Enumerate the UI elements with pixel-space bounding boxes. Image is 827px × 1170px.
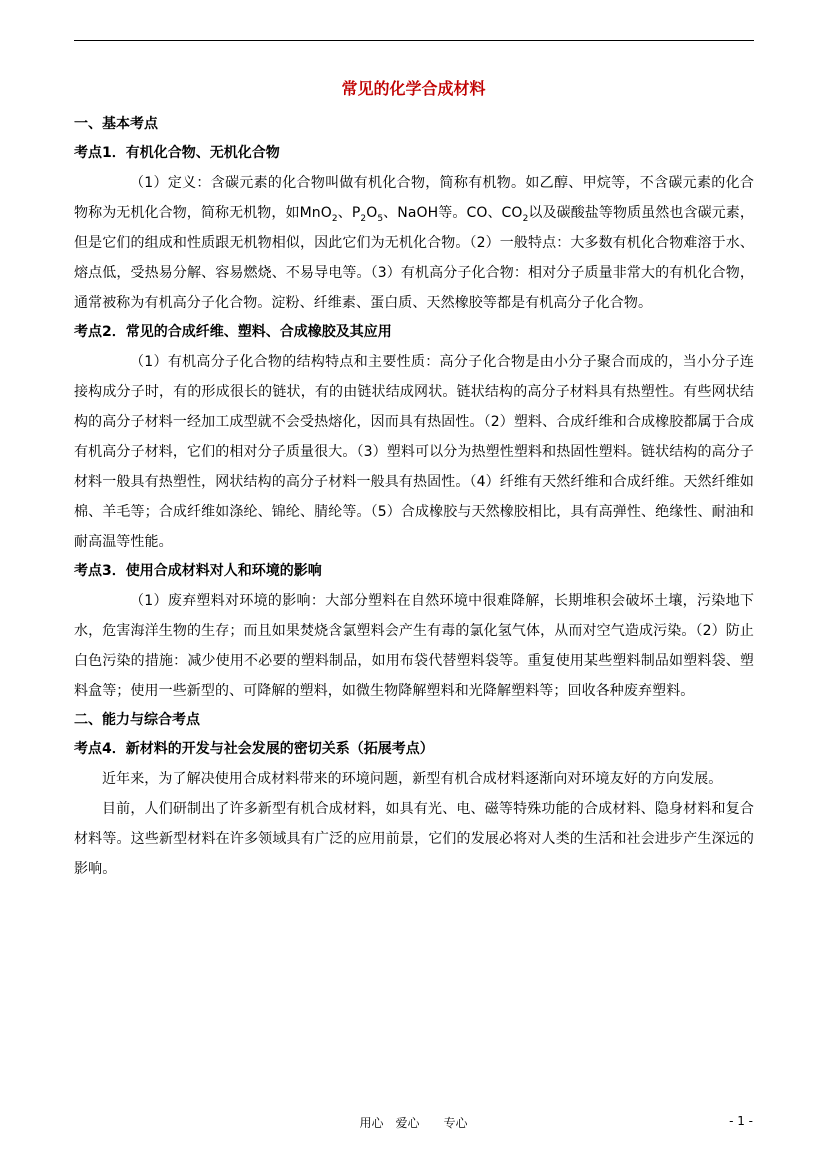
document-body	[74, 110, 754, 884]
footer-motto: 用心 爱心 专心	[359, 1116, 468, 1130]
paragraph: 近年来，为了解决使用合成材料带来的环境问题，新型有机合成材料逐渐向对环境友好的方向发展。	[102, 771, 723, 787]
section-heading: 二、能力与综合考点	[74, 712, 200, 728]
paragraph: （1）废弃塑料对环境的影响：大部分塑料在自然环境中很难降解，长期堆积会破坏土壤，污染地下水，危害海洋生物的生存；而且如果焚烧含氯塑料会产生有毒的氯化氢气体，从而对空气造成污染。（2）防止白色污染的措施：减少使用不必要的塑料制品，如用布袋代替塑料袋等。重复使用某些塑料制品如塑料袋、塑料盒等；使用一些新型的、可降解的塑料，如微生物降解塑料和光降解塑料等；回收各种废弃塑料。	[74, 593, 754, 699]
section-heading: 考点3．使用合成材料对人和环境的影响	[74, 563, 322, 579]
section-heading: 考点2．常见的合成纤维、塑料、合成橡胶及其应用	[74, 324, 392, 340]
paragraph: 目前，人们研制出了许多新型有机合成材料，如具有光、电、磁等特殊功能的合成材料、隐身材料和复合材料等。这些新型材料在许多领域具有广泛的应用前景，它们的发展必将对人类的生活和社会进步产生深远的影响。	[74, 801, 754, 877]
section-heading: 考点1．有机化合物、无机化合物	[74, 145, 280, 161]
section-heading: 考点4．新材料的开发与社会发展的密切关系（拓展考点）	[74, 741, 434, 757]
header-rule	[74, 40, 754, 41]
section-heading: 一、基本考点	[74, 116, 158, 132]
document-title: 常见的化学合成材料	[341, 79, 486, 98]
paragraph: （1）有机高分子化合物的结构特点和主要性质：高分子化合物是由小分子聚合而成的，当小分子连接构成分子时，有的形成很长的链状，有的由链状结成网状。链状结构的高分子材料具有热塑性。有些网状结构的高分子材料一经加工成型就不会受热熔化，因而具有热固性。（2）塑料、合成纤维和合成橡胶都属于合成有机高分子材料，它们的相对分子质量很大。（3）塑料可以分为热塑性塑料和热固性塑料。链状结构的高分子材料一般具有热塑性，网状结构的高分子材料一般具有热固性。（4）纤维有天然纤维和合成纤维。天然纤维如棉、羊毛等；合成纤维如涤纶、锦纶、腈纶等。（5）合成橡胶与天然橡胶相比，具有高弹性、绝缘性、耐油和耐高温等性能。	[74, 354, 754, 550]
page-number: - 1 -	[729, 1114, 753, 1128]
paragraph: （1）定义：含碳元素的化合物叫做有机化合物，简称有机物。如乙醇、甲烷等，不含碳元素的化合物称为无机化合物，简称无机物，如MnO$_2$、$P_2O_5$、NaOH等。CO、$CO_2$以及碳酸盐等物质虽然也含碳元素，但是它们的组成和性质跟无机物相似，因此它们为无机化合物。（2）一般特点：大多数有机化合物难溶于水、熔点低，受热易分解、容易燃烧、不易导电等。（3）有机高分子化合物：相对分子质量非常大的有机化合物，通常被称为有机高分子化合物。淀粉、纤维素、蛋白质、天然橡胶等都是有机高分子化合物。	[74, 175, 755, 311]
